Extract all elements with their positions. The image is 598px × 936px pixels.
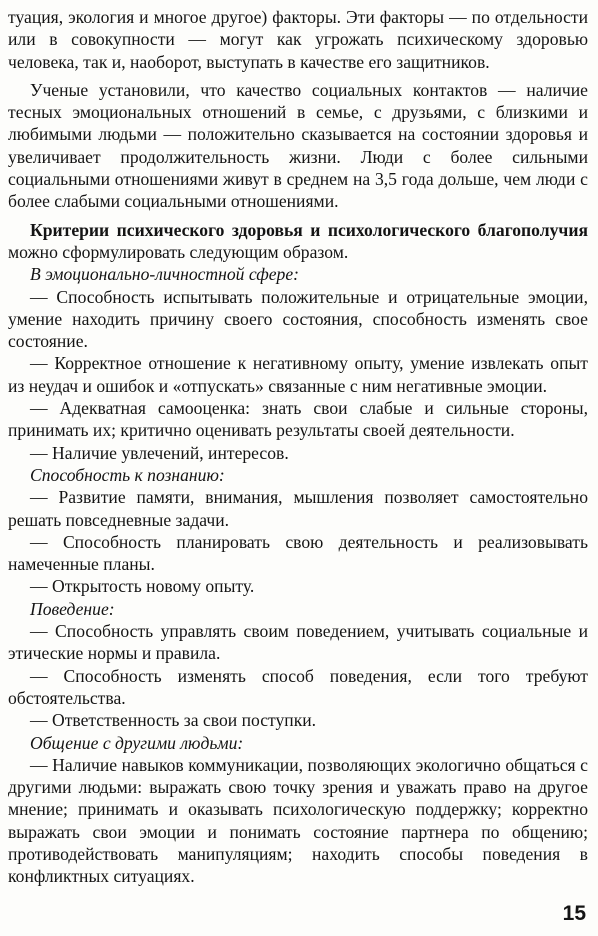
list-item: — Наличие навыков коммуникации, позволяющих экологично общаться с другими людьми: выражать свою точку зрения и уважать право на другое мнение; принимать и оказывать психологическую поддержку; корректно выражать свои эмоции и понимать состояние партнера по общению; противодействовать манипуляциям; находить способы поведения в конфликтных ситуациях. [8, 754, 588, 887]
list-item: — Корректное отношение к негативному опыту, умение извлекать опыт из неудач и ошибок и «отпускать» связанные с ним негативные эмоции. [8, 353, 588, 396]
page-number: 15 [562, 902, 586, 925]
list-item: — Открытость новому опыту. [30, 576, 255, 597]
list-item: — Наличие увлечений, интересов. [30, 442, 289, 463]
section-heading-cognition: Способность к познанию: [30, 464, 225, 485]
list-item: — Ответственность за свои поступки. [30, 710, 317, 731]
section-heading-emotional: В эмоционально-личностной сфере: [30, 264, 299, 285]
paragraph-social-contacts: Ученые установили, что качество социальных контактов — наличие тесных эмоциональных отношений в семье, с друзьями, с близкими и любимыми людьми — положительно сказывается на состоянии здоровья и увеличивает продолжительность жизни. Люди с более сильными социальными отношениями живут в среднем на 3,5 года дольше, чем люди с более слабыми социальными отношениями. [8, 79, 588, 212]
list-item: — Способность изменять способ поведения, если того требуют обстоятельства. [8, 665, 588, 708]
criteria-bold-term: Критерии психического здоровья и психологического благополучия [30, 219, 588, 240]
list-item: — Способность испытывать положительные и отрицательные эмоции, умение находить причину своего состояния, способность изменять свое состояние. [8, 286, 588, 352]
section-heading-communication: Общение с другими людьми: [30, 732, 244, 753]
list-item: — Способность управлять своим поведением, учитывать социальные и этические нормы и правила. [8, 621, 588, 664]
criteria-rest: можно сформулировать следующим образом. [8, 241, 349, 262]
section-heading-behavior: Поведение: [30, 598, 115, 619]
list-item: — Развитие памяти, внимания, мышления позволяет самостоятельно решать повседневные задачи. [8, 487, 588, 530]
list-item: — Способность планировать свою деятельность и реализовывать намеченные планы. [8, 531, 588, 575]
page-body [8, 6, 588, 888]
paragraph-continued: туация, экология и многое другое) факторы. Эти факторы — по отдельности или в совокупности — могут как угрожать психическому здоровью человека, так и, наоборот, выступать в качестве его защитников. [8, 7, 588, 72]
list-item: — Адекватная самооценка: знать свои слабые и сильные стороны, принимать их; критично оценивать результаты своей деятельности. [8, 398, 588, 441]
criteria-intro [8, 219, 588, 264]
